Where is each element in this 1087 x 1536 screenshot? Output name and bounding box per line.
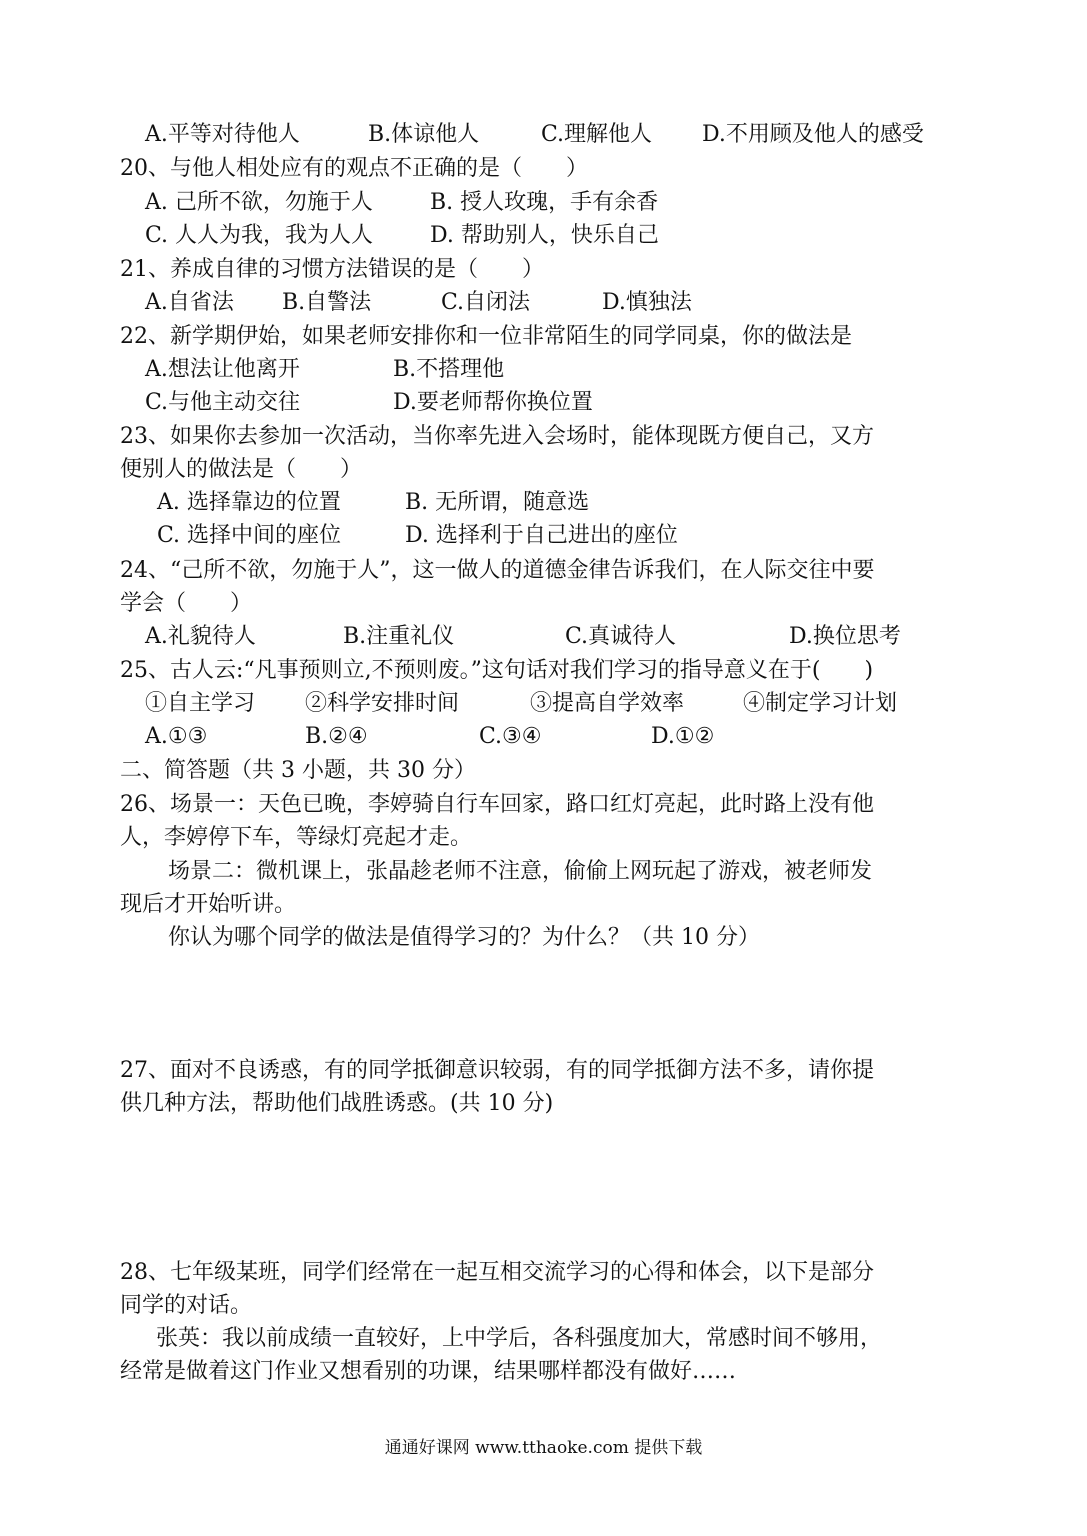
section-heading: 二、简答题（共 3 小题，共 30 分） xyxy=(120,758,476,783)
q24-stem-line2: 学会（ ） xyxy=(120,591,253,616)
q21-option-d[interactable]: D.慎独法 xyxy=(602,290,692,315)
q23-option-c[interactable]: C. 选择中间的座位 xyxy=(157,523,342,548)
q24-option-b[interactable]: B.注重礼仪 xyxy=(343,624,455,649)
q20-option-c[interactable]: C. 人人为我，我为人人 xyxy=(145,223,374,248)
q22-option-c[interactable]: C.与他主动交往 xyxy=(145,390,301,415)
q28-line4: 经常是做着这门作业又想看别的功课，结果哪样都没有做好…… xyxy=(120,1359,737,1384)
q27-line2: 供几种方法，帮助他们战胜诱惑。(共 10 分) xyxy=(120,1091,554,1116)
q23-stem-line2: 便别人的做法是（ ） xyxy=(120,457,363,482)
q19-option-a[interactable]: A.平等对待他人 xyxy=(145,122,300,147)
q22-option-a[interactable]: A.想法让他离开 xyxy=(145,357,300,382)
q23-stem-line1: 23、如果你去参加一次活动，当你率先进入会场时，能体现既方便自己，又方 xyxy=(120,424,874,449)
q24-option-d[interactable]: D.换位思考 xyxy=(789,624,901,649)
footer-source: 通通好课网 www.tthaoke.com 提供下载 xyxy=(384,1438,703,1458)
q19-option-b[interactable]: B.体谅他人 xyxy=(368,122,480,147)
q24-option-c[interactable]: C.真诚待人 xyxy=(565,624,677,649)
q24-stem-line1: 24、“己所不欲，勿施于人”，这一做人的道德金律告诉我们，在人际交往中要 xyxy=(120,558,875,583)
q25-stem: 25、古人云:“凡事预则立,不预则废。”这句话对我们学习的指导意义在于( ) xyxy=(120,658,874,683)
q25-option-b[interactable]: B.②④ xyxy=(305,724,368,749)
q19-option-c[interactable]: C.理解他人 xyxy=(541,122,653,147)
q25-item-3: ③提高自学效率 xyxy=(530,691,685,716)
q19-option-d[interactable]: D.不用顾及他人的感受 xyxy=(702,122,924,147)
q21-stem: 21、养成自律的习惯方法错误的是（ ） xyxy=(120,257,544,282)
q23-option-b[interactable]: B. 无所谓，随意选 xyxy=(405,490,590,515)
q20-stem: 20、与他人相处应有的观点不正确的是（ ） xyxy=(120,156,588,181)
q26-question: 你认为哪个同学的做法是值得学习的？为什么？（共 10 分） xyxy=(168,925,760,950)
q26-line4: 现后才开始听讲。 xyxy=(120,892,297,917)
q25-item-2: ②科学安排时间 xyxy=(305,691,460,716)
q20-option-d[interactable]: D. 帮助别人，快乐自己 xyxy=(430,223,659,248)
q26-line1: 26、场景一：天色已晚，李婷骑自行车回家，路口红灯亮起，此时路上没有他 xyxy=(120,792,874,817)
q20-option-b[interactable]: B. 授人玫瑰，手有余香 xyxy=(430,190,659,215)
q25-item-4: ④制定学习计划 xyxy=(743,691,898,716)
q28-line1: 28、七年级某班，同学们经常在一起互相交流学习的心得和体会，以下是部分 xyxy=(120,1260,874,1285)
q26-line2: 人，李婷停下车，等绿灯亮起才走。 xyxy=(120,825,473,850)
q20-option-a[interactable]: A. 己所不欲，勿施于人 xyxy=(145,190,373,215)
q28-line2: 同学的对话。 xyxy=(120,1293,253,1318)
q21-option-b[interactable]: B.自警法 xyxy=(282,290,372,315)
q25-item-1: ①自主学习 xyxy=(145,691,256,716)
q24-option-a[interactable]: A.礼貌待人 xyxy=(145,624,256,649)
q23-option-a[interactable]: A. 选择靠边的位置 xyxy=(157,490,341,515)
q22-option-b[interactable]: B.不搭理他 xyxy=(393,357,505,382)
q28-line3: 张英：我以前成绩一直较好，上中学后，各科强度加大，常感时间不够用， xyxy=(156,1326,883,1351)
q22-option-d[interactable]: D.要老师帮你换位置 xyxy=(393,390,593,415)
q21-option-c[interactable]: C.自闭法 xyxy=(441,290,531,315)
q25-option-c[interactable]: C.③④ xyxy=(479,724,542,749)
q26-line3: 场景二：微机课上，张晶趁老师不注意，偷偷上网玩起了游戏，被老师发 xyxy=(168,859,873,884)
q23-option-d[interactable]: D. 选择利于自己进出的座位 xyxy=(405,523,678,548)
q25-option-d[interactable]: D.①② xyxy=(651,724,715,749)
q21-option-a[interactable]: A.自省法 xyxy=(145,290,234,315)
q25-option-a[interactable]: A.①③ xyxy=(145,724,208,749)
q22-stem: 22、新学期伊始，如果老师安排你和一位非常陌生的同学同桌，你的做法是 xyxy=(120,324,852,349)
q27-line1: 27、面对不良诱惑，有的同学抵御意识较弱，有的同学抵御方法不多，请你提 xyxy=(120,1058,874,1083)
